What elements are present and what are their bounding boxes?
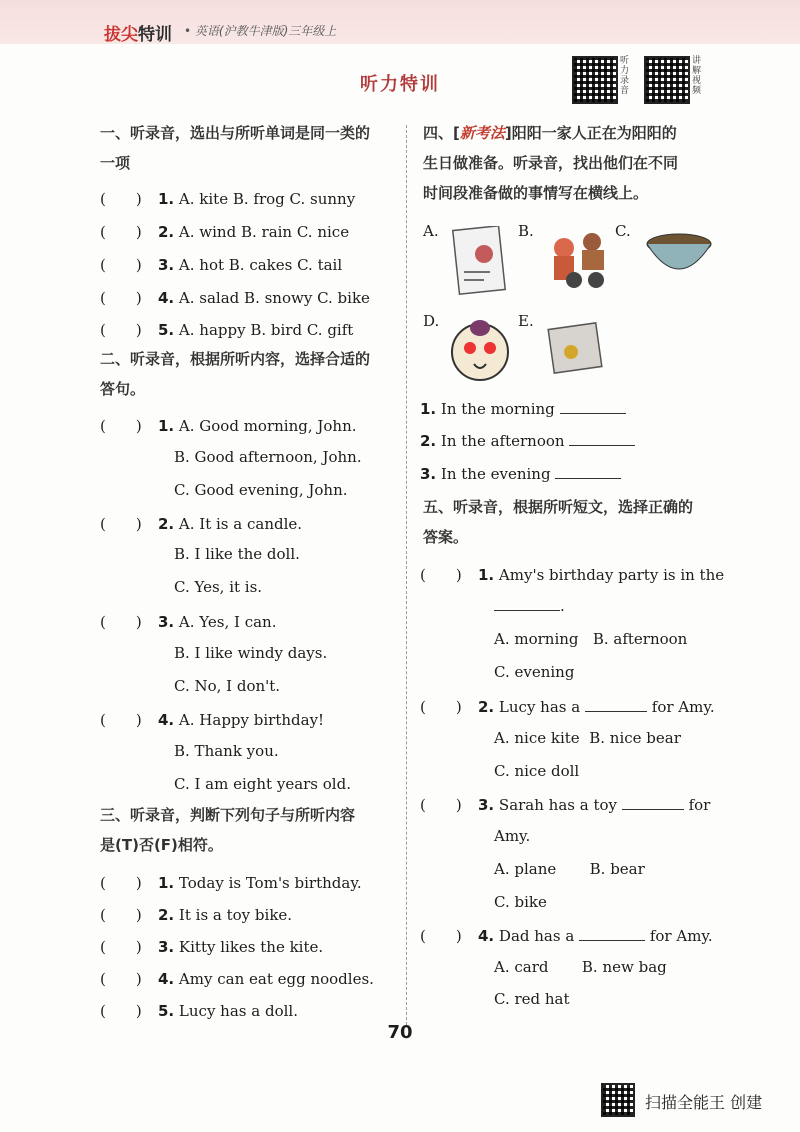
s2-q3-c: C. No, I don't.: [174, 677, 281, 695]
s3-item-2: ( ) 2. It is a toy bike.: [100, 906, 293, 924]
s5-q1-ab: A. morning B. afternoon: [494, 630, 688, 648]
s5-q3-cont: Amy.: [494, 827, 531, 845]
qr-code-video[interactable]: [644, 56, 690, 104]
pic-label-e: E.: [518, 312, 534, 330]
s5-q2-ab: A. nice kite B. nice bear: [494, 729, 681, 747]
toys-picture: [544, 226, 614, 292]
section1-title: 一、听录音，选出与所听单词是同一类的 一项: [100, 124, 371, 172]
s2-q2: ( ) 2. A. It is a candle.: [100, 515, 303, 533]
page-title: 听力特训: [360, 74, 440, 95]
s1-item-3: ( ) 3. A. hot B. cakes C. tail: [100, 256, 343, 274]
scanner-qr-icon: [601, 1083, 635, 1117]
section3-title: 三、听录音，判断下列句子与所听内容 是(T)否(F)相符。: [100, 806, 356, 854]
s1-item-1: ( ) 1. A. kite B. frog C. sunny: [100, 190, 356, 208]
s3-item-1: ( ) 1. Today is Tom's birthday.: [100, 874, 362, 892]
answer-blank[interactable]: [555, 478, 621, 479]
s4-item-1: 1. In the morning: [420, 400, 626, 418]
s1-item-2: ( ) 2. A. wind B. rain C. nice: [100, 223, 350, 241]
section2-title: 二、听录音，根据所听内容，选择合适的 答句。: [100, 350, 371, 398]
answer-blank[interactable]: [622, 809, 684, 810]
pic-label-c: C.: [615, 222, 631, 240]
s2-q2-c: C. Yes, it is.: [174, 578, 263, 596]
s5-q4: ( ) 4. Dad has a for Amy.: [420, 927, 713, 945]
s2-q3-b: B. I like windy days.: [174, 644, 328, 662]
s2-q1-c: C. Good evening, John.: [174, 481, 348, 499]
s3-item-3: ( ) 3. Kitty likes the kite.: [100, 938, 324, 956]
s1-item-4: ( ) 4. A. salad B. snowy C. bike: [100, 289, 370, 307]
s2-q4-b: B. Thank you.: [174, 742, 279, 760]
s1-item-5: ( ) 5. A. happy B. bird C. gift: [100, 321, 354, 339]
noodle-bowl-picture: [645, 232, 713, 280]
s3-item-5: ( ) 5. Lucy has a doll.: [100, 1002, 298, 1020]
s2-q4: ( ) 4. A. Happy birthday!: [100, 711, 325, 729]
s5-q1-c: C. evening: [494, 663, 575, 681]
book-subtitle: • 英语(沪教牛津版)三年级上: [184, 24, 337, 38]
s5-q3-c: C. bike: [494, 893, 547, 911]
s3-item-4: ( ) 4. Amy can eat egg noodles.: [100, 970, 374, 988]
column-divider: [406, 125, 407, 1025]
face-mask-picture: [444, 314, 516, 386]
s5-q2: ( ) 2. Lucy has a for Amy.: [420, 698, 715, 716]
answer-blank[interactable]: [579, 940, 645, 941]
new-test-tag: 新考法: [459, 124, 505, 142]
s2-q4-c: C. I am eight years old.: [174, 775, 351, 793]
s5-q4-c: C. red hat: [494, 990, 570, 1008]
pic-label-a: A.: [423, 222, 439, 240]
answer-blank[interactable]: [569, 445, 635, 446]
s5-q1-blank: .: [494, 597, 565, 615]
s4-item-2: 2. In the afternoon: [420, 432, 635, 450]
s5-q3: ( ) 3. Sarah has a toy for: [420, 796, 711, 814]
qr-code-audio[interactable]: [572, 56, 618, 104]
answer-blank[interactable]: [585, 711, 647, 712]
s5-q4-ab: A. card B. new bag: [494, 958, 667, 976]
s5-q2-c: C. nice doll: [494, 762, 580, 780]
s2-q1: ( ) 1. A. Good morning, John.: [100, 417, 357, 435]
scanner-watermark: 扫描全能王 创建: [645, 1093, 763, 1112]
qr-label-video: 讲解视频: [692, 56, 702, 96]
section4-title: 四、[新考法]阳阳一家人正在为阳阳的 生日做准备。听录音，找出他们在不同 时间段准备做的事情写在横线上。: [423, 124, 679, 202]
s2-q3: ( ) 3. A. Yes, I can.: [100, 613, 277, 631]
s5-q3-ab: A. plane B. bear: [494, 860, 645, 878]
answer-blank[interactable]: [494, 610, 560, 611]
answer-blank[interactable]: [560, 413, 626, 414]
s5-q1: ( ) 1. Amy's birthday party is in the: [420, 566, 725, 584]
qr-label-audio: 听力录音: [620, 56, 630, 96]
s2-q2-b: B. I like the doll.: [174, 545, 300, 563]
brand-logo: 拔尖特训: [104, 25, 172, 45]
s2-q1-b: B. Good afternoon, John.: [174, 448, 362, 466]
birthday-card-picture: [450, 226, 510, 296]
section5-title: 五、听录音，根据所听短文，选择正确的 答案。: [423, 498, 694, 546]
gift-box-picture: [545, 320, 609, 380]
s4-item-3: 3. In the evening: [420, 465, 621, 483]
pic-label-d: D.: [423, 312, 440, 330]
pic-label-b: B.: [518, 222, 534, 240]
page-number: 70: [387, 1022, 413, 1043]
